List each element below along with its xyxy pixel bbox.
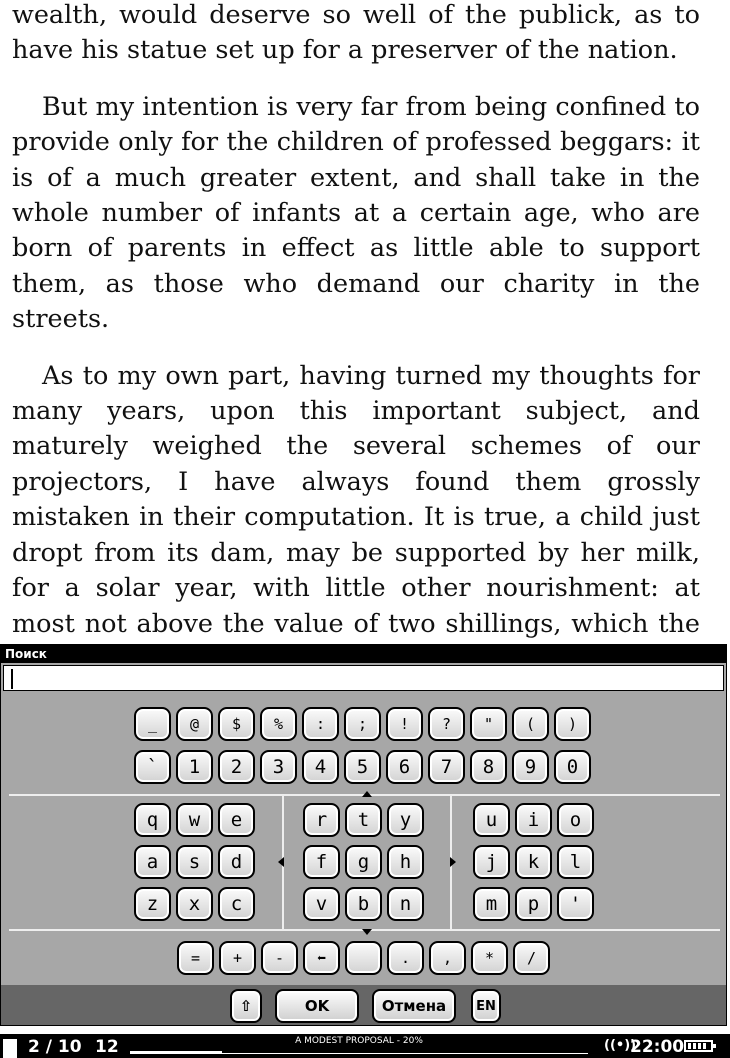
arrow-up-icon[interactable] — [362, 791, 372, 797]
key-3[interactable] — [260, 750, 297, 784]
key-7[interactable] — [428, 750, 465, 784]
page-indicator[interactable]: 2 / 10 — [28, 1037, 82, 1057]
key-symbol[interactable] — [177, 941, 214, 975]
key-5[interactable] — [344, 750, 381, 784]
key-e[interactable] — [218, 803, 255, 837]
key-label: p — [527, 892, 540, 915]
key-symbol[interactable] — [344, 707, 381, 741]
keyboard-row-bottom — [177, 941, 550, 975]
clock: 22:00 — [630, 1037, 685, 1057]
key-r[interactable] — [303, 803, 340, 837]
key-symbol[interactable] — [554, 707, 591, 741]
keyboard-row-letters — [303, 845, 424, 879]
key-label: c — [230, 892, 243, 915]
keyboard-row-letters — [134, 803, 255, 837]
keyboard-row-letters — [134, 845, 255, 879]
key-label: 0 — [566, 755, 579, 778]
controls-band — [1, 985, 726, 1025]
key-c[interactable] — [218, 887, 255, 921]
key-8[interactable] — [470, 750, 507, 784]
key-label: , — [442, 948, 453, 967]
search-input-box[interactable] — [3, 665, 724, 691]
arrow-left-icon[interactable] — [278, 857, 284, 867]
key-label: = — [190, 948, 201, 967]
status-bar — [0, 1034, 730, 1058]
arrow-right-icon[interactable] — [450, 857, 456, 867]
key-label: n — [399, 892, 412, 915]
battery-segment — [698, 1043, 701, 1049]
key-9[interactable] — [512, 750, 549, 784]
key-label: v — [315, 892, 328, 915]
key-p[interactable] — [515, 887, 552, 921]
battery-segment — [703, 1043, 706, 1049]
key-symbol[interactable] — [387, 941, 424, 975]
key-label: 3 — [272, 755, 285, 778]
key-symbol[interactable] — [386, 707, 423, 741]
keyboard-row-letters — [473, 845, 594, 879]
key-m[interactable] — [473, 887, 510, 921]
key-label: " — [483, 714, 494, 733]
key-label: @ — [189, 714, 200, 733]
key-label: 7 — [440, 755, 453, 778]
key-label: u — [485, 808, 498, 831]
key-label: k — [527, 850, 540, 873]
key-label: 8 — [482, 755, 495, 778]
keyboard-row-letters — [473, 803, 594, 837]
key-label: q — [146, 808, 159, 831]
key-label: + — [232, 948, 243, 967]
key-symbol[interactable] — [429, 941, 466, 975]
key-symbol[interactable] — [134, 707, 171, 741]
key-i[interactable] — [515, 803, 552, 837]
wifi-icon: ((•)) — [604, 1038, 637, 1053]
key-label: : — [315, 714, 326, 733]
key-h[interactable] — [387, 845, 424, 879]
key-label: ⬅ — [316, 948, 327, 967]
key-symbol[interactable] — [219, 941, 256, 975]
key-0[interactable] — [554, 750, 591, 784]
key-d[interactable] — [218, 845, 255, 879]
key-n[interactable] — [387, 887, 424, 921]
key-label: % — [273, 714, 284, 733]
key-o[interactable] — [557, 803, 594, 837]
key-symbol[interactable] — [303, 941, 340, 975]
key-j[interactable] — [473, 845, 510, 879]
battery-segment — [693, 1043, 696, 1049]
key-label: $ — [231, 714, 242, 733]
key-6[interactable] — [386, 750, 423, 784]
key-label: i — [527, 808, 540, 831]
key-f[interactable] — [303, 845, 340, 879]
key-label: / — [526, 948, 537, 967]
key-label: s — [188, 850, 201, 873]
key-w[interactable] — [176, 803, 213, 837]
paragraph: As to my own part, having turned my thoughts for many years, upon this important subject, and maturely weighed the several schemes of our projectors, I have always found them grossly mistaken in their computation. It is true, a child just dropt from its dam, may be supported by her milk, for a solar year, with little other nourishment: at most not above the value of two shillings, which the — [12, 360, 700, 639]
search-input[interactable] — [16, 668, 716, 688]
language-button[interactable]: EN — [471, 989, 501, 1023]
key-z[interactable] — [134, 887, 171, 921]
key-q[interactable] — [134, 803, 171, 837]
key-v[interactable] — [303, 887, 340, 921]
keyboard-row-letters — [134, 887, 255, 921]
key-label: 6 — [398, 755, 411, 778]
key-symbol[interactable] — [218, 707, 255, 741]
reading-area[interactable] — [12, 0, 700, 643]
key-b[interactable] — [345, 887, 382, 921]
shift-button[interactable] — [230, 989, 262, 1023]
key-y[interactable] — [387, 803, 424, 837]
key-label: 1 — [188, 755, 201, 778]
key-label: 2 — [230, 755, 243, 778]
key-symbol[interactable] — [176, 707, 213, 741]
key-label: ( — [525, 714, 536, 733]
key-label: x — [188, 892, 201, 915]
key-label: o — [569, 808, 582, 831]
key-label: ` — [146, 755, 159, 778]
key-symbol[interactable] — [261, 941, 298, 975]
key-label: g — [357, 850, 370, 873]
key-label: _ — [147, 714, 158, 733]
keyboard-row-symbols — [134, 707, 591, 741]
battery-segment — [688, 1043, 691, 1049]
key-label: y — [399, 808, 412, 831]
key-symbol[interactable] — [260, 707, 297, 741]
paragraph: But my intention is very far from being confined to provide only for the children of professed beggars: it is of a much greater extent, and shall take in the whole number of infants at a certain age, who are born of parents in effect as little able to support them, as those who demand our charity in the streets. — [12, 91, 700, 335]
key-symbol[interactable] — [513, 941, 550, 975]
key-label: 4 — [314, 755, 327, 778]
key-label: * — [484, 948, 495, 967]
shift-icon: ⇧ — [239, 997, 253, 1015]
key-label: ) — [567, 714, 578, 733]
key-label: . — [400, 948, 411, 967]
key-label: h — [399, 850, 412, 873]
key-label: ! — [399, 714, 410, 733]
key-label: m — [485, 892, 498, 915]
key-label: 5 — [356, 755, 369, 778]
key-label: t — [357, 808, 370, 831]
key-label: l — [569, 850, 582, 873]
battery-icon — [684, 1040, 713, 1052]
key-space[interactable] — [345, 941, 382, 975]
ok-button[interactable]: OK — [275, 989, 359, 1023]
key-label: j — [485, 850, 498, 873]
keyboard-row-numbers — [134, 750, 591, 784]
key-symbol[interactable] — [512, 707, 549, 741]
keyboard-row-letters — [303, 887, 424, 921]
keyboard-row-letters — [473, 887, 594, 921]
key-label: e — [230, 808, 243, 831]
key-label: b — [357, 892, 370, 915]
key-1[interactable] — [176, 750, 213, 784]
key-label: ' — [569, 892, 582, 915]
key-g[interactable] — [345, 845, 382, 879]
key-symbol[interactable] — [557, 887, 594, 921]
key-u[interactable] — [473, 803, 510, 837]
key-symbol[interactable] — [134, 750, 171, 784]
key-label: d — [230, 850, 243, 873]
search-title: Поиск — [1, 645, 726, 663]
key-t[interactable] — [345, 803, 382, 837]
text-caret — [11, 669, 13, 689]
progress-fill — [130, 1051, 222, 1054]
key-4[interactable] — [302, 750, 339, 784]
key-label: z — [146, 892, 159, 915]
key-symbol[interactable] — [302, 707, 339, 741]
key-symbol[interactable] — [428, 707, 465, 741]
key-label: a — [146, 850, 159, 873]
key-label: 9 — [524, 755, 537, 778]
page-marker-icon — [3, 1039, 17, 1058]
search-panel — [0, 644, 727, 1026]
key-2[interactable] — [218, 750, 255, 784]
key-label: f — [315, 850, 328, 873]
page-count: 12 — [95, 1037, 119, 1057]
key-label: - — [274, 948, 285, 967]
key-symbol[interactable] — [470, 707, 507, 741]
key-l[interactable] — [557, 845, 594, 879]
key-label: ; — [357, 714, 368, 733]
key-label: r — [315, 808, 328, 831]
document-title: A MODEST PROPOSAL - 20% — [295, 1036, 423, 1046]
key-a[interactable] — [134, 845, 171, 879]
key-s[interactable] — [176, 845, 213, 879]
cancel-button[interactable]: Отмена — [372, 989, 456, 1023]
key-k[interactable] — [515, 845, 552, 879]
keyboard-row-letters — [303, 803, 424, 837]
arrow-down-icon[interactable] — [362, 929, 372, 935]
key-label: ? — [441, 714, 452, 733]
key-x[interactable] — [176, 887, 213, 921]
paragraph: wealth, would deserve so well of the publick, as to have his statue set up for a preserver of the nation. — [12, 0, 700, 66]
key-label: w — [188, 808, 201, 831]
key-symbol[interactable] — [471, 941, 508, 975]
